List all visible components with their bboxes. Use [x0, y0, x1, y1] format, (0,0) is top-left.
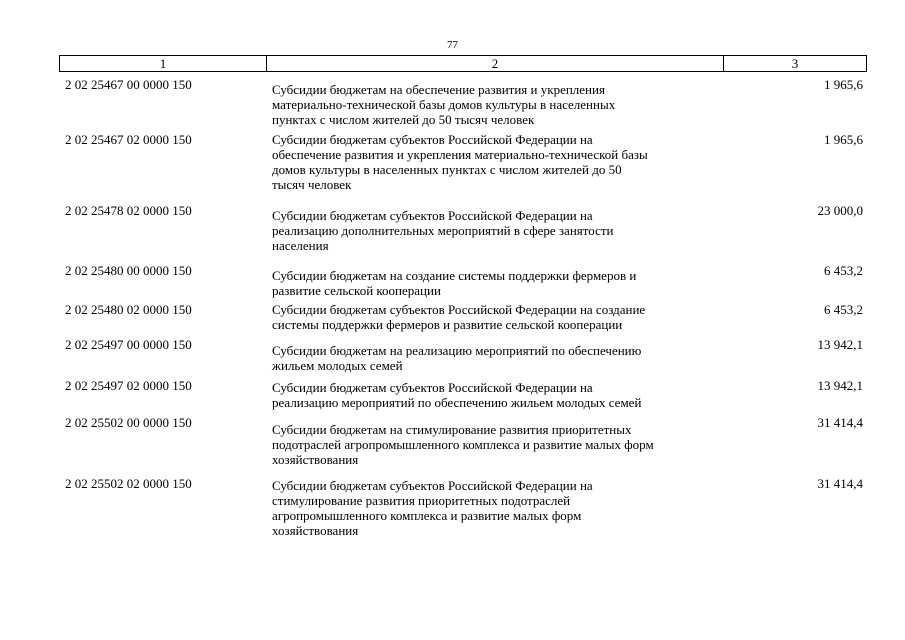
- row-description-line: тысяч человек: [272, 177, 352, 192]
- table-header: [59, 55, 867, 72]
- header-cell-3: 3: [791, 56, 799, 71]
- row-description: [272, 422, 742, 467]
- row-amount: 6 453,2: [824, 302, 863, 317]
- row-code: 2 02 25480 02 0000 150: [65, 302, 192, 317]
- row-description-line: системы поддержки фермеров и развитие сельской кооперации: [272, 317, 623, 332]
- row-description: [272, 478, 742, 538]
- row-description-line: Субсидии бюджетам на обеспечение развития и укрепления: [272, 82, 605, 97]
- row-code: 2 02 25480 00 0000 150: [65, 263, 192, 278]
- row-description-line: Субсидии бюджетам субъектов Российской Федерации на: [272, 132, 593, 147]
- row-description-line: населения: [272, 238, 329, 253]
- row-description-line: Субсидии бюджетам на реализацию мероприятий по обеспечению: [272, 343, 642, 358]
- row-description-line: Субсидии бюджетам субъектов Российской Федерации на: [272, 380, 593, 395]
- row-description-line: Субсидии бюджетам на создание системы поддержки фермеров и: [272, 268, 637, 283]
- row-description-line: домов культуры в населенных пунктах с числом жителей до 50: [272, 162, 622, 177]
- page-number: 77: [447, 39, 458, 51]
- row-description-line: реализацию мероприятий по обеспечению жильем молодых семей: [272, 395, 642, 410]
- row-description-line: реализацию дополнительных мероприятий в сфере занятости: [272, 223, 614, 238]
- row-description: [272, 268, 742, 298]
- row-description-line: пунктах с числом жителей до 50 тысяч человек: [272, 112, 535, 127]
- row-amount: 1 965,6: [824, 132, 863, 147]
- row-amount: 31 414,4: [817, 476, 863, 491]
- row-description-line: Субсидии бюджетам субъектов Российской Федерации на: [272, 478, 593, 493]
- row-description-line: развитие сельской кооперации: [272, 283, 441, 298]
- row-description-line: агропромышленного комплекса и развитие малых форм: [272, 508, 582, 523]
- header-cell-2: 2: [267, 56, 724, 71]
- row-description: [272, 132, 742, 192]
- row-description-line: обеспечение развития и укрепления материально-технической базы: [272, 147, 648, 162]
- row-description-line: Субсидии бюджетам субъектов Российской Федерации на создание: [272, 302, 646, 317]
- row-code: 2 02 25497 00 0000 150: [65, 337, 192, 352]
- row-description-line: Субсидии бюджетам субъектов Российской Федерации на: [272, 208, 593, 223]
- row-amount: 13 942,1: [817, 378, 863, 393]
- row-amount: 6 453,2: [824, 263, 863, 278]
- row-amount: 23 000,0: [817, 203, 863, 218]
- row-description: [272, 82, 742, 127]
- row-description-line: материально-технической базы домов культуры в населенных: [272, 97, 616, 112]
- row-code: 2 02 25502 02 0000 150: [65, 476, 192, 491]
- row-code: 2 02 25478 02 0000 150: [65, 203, 192, 218]
- row-description: [272, 380, 742, 410]
- row-amount: 31 414,4: [817, 415, 863, 430]
- row-description: [272, 208, 742, 253]
- row-description: [272, 343, 742, 373]
- row-description-line: Субсидии бюджетам на стимулирование развития приоритетных: [272, 422, 632, 437]
- row-description-line: хозяйствования: [272, 452, 359, 467]
- row-code: 2 02 25497 02 0000 150: [65, 378, 192, 393]
- row-code: 2 02 25467 00 0000 150: [65, 77, 192, 92]
- row-description: [272, 302, 742, 332]
- row-amount: 13 942,1: [817, 337, 863, 352]
- row-description-line: хозяйствования: [272, 523, 359, 538]
- row-code: 2 02 25502 00 0000 150: [65, 415, 192, 430]
- header-cell-1: 1: [60, 56, 267, 71]
- row-description-line: жильем молодых семей: [272, 358, 403, 373]
- row-description-line: подотраслей агропромышленного комплекса и развитие малых форм: [272, 437, 654, 452]
- row-description-line: стимулирование развития приоритетных подотраслей: [272, 493, 571, 508]
- row-amount: 1 965,6: [824, 77, 863, 92]
- row-code: 2 02 25467 02 0000 150: [65, 132, 192, 147]
